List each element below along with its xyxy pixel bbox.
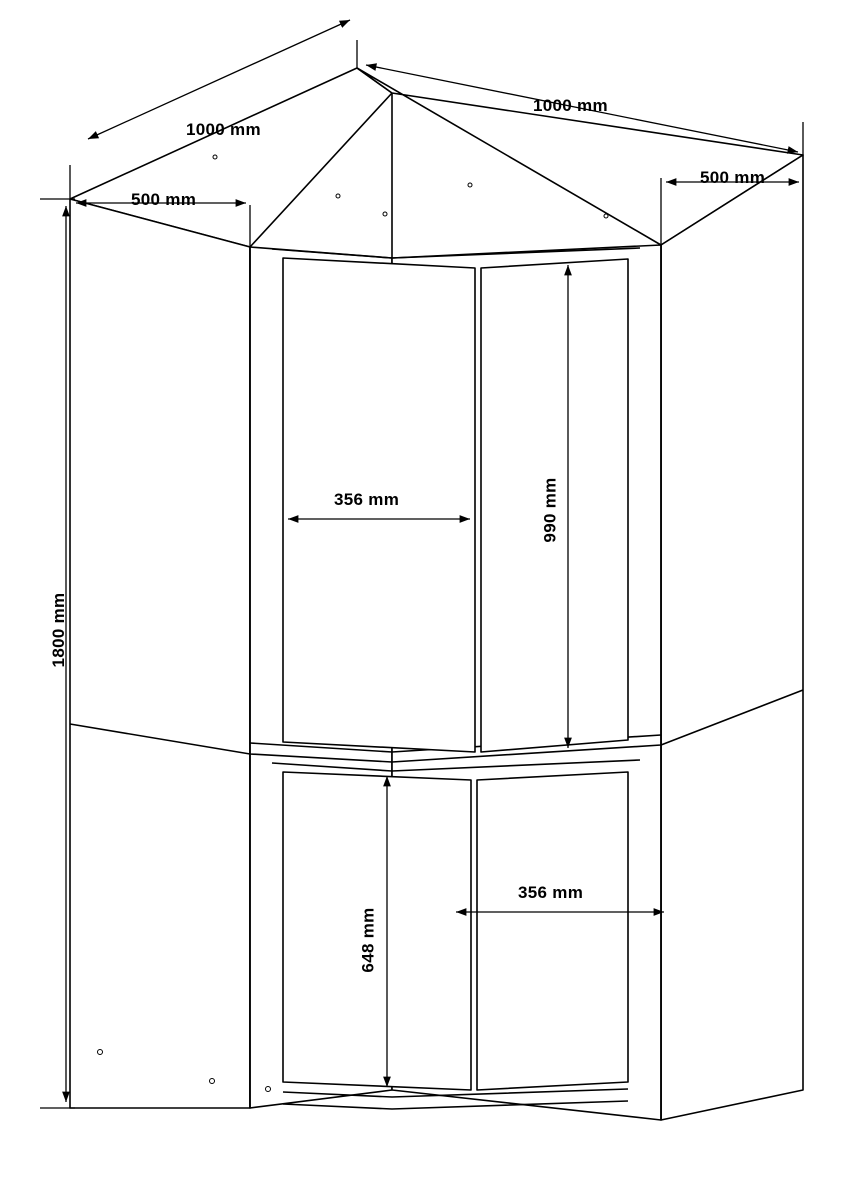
dim-label-lower-door-width: 356 mm bbox=[518, 883, 584, 902]
lower-door-right bbox=[477, 772, 628, 1090]
dim-label-left-width: 500 mm bbox=[131, 190, 197, 209]
right-side-panel bbox=[661, 155, 803, 1120]
left-side-panel bbox=[70, 199, 250, 1108]
dim-label-upper-door-height: 990 mm bbox=[540, 477, 560, 543]
dim-label-lower-door-height: 648 mm bbox=[358, 907, 378, 973]
cabinet-body bbox=[70, 68, 803, 1120]
dim-label-upper-door-width: 356 mm bbox=[334, 490, 400, 509]
dim-label-right-width: 500 mm bbox=[700, 168, 766, 187]
dim-label-total-height: 1800 mm bbox=[49, 592, 68, 668]
dim-label-top-left-depth: 1000 mm bbox=[186, 120, 261, 139]
dim-label-top-right-depth: 1000 mm bbox=[533, 96, 608, 115]
